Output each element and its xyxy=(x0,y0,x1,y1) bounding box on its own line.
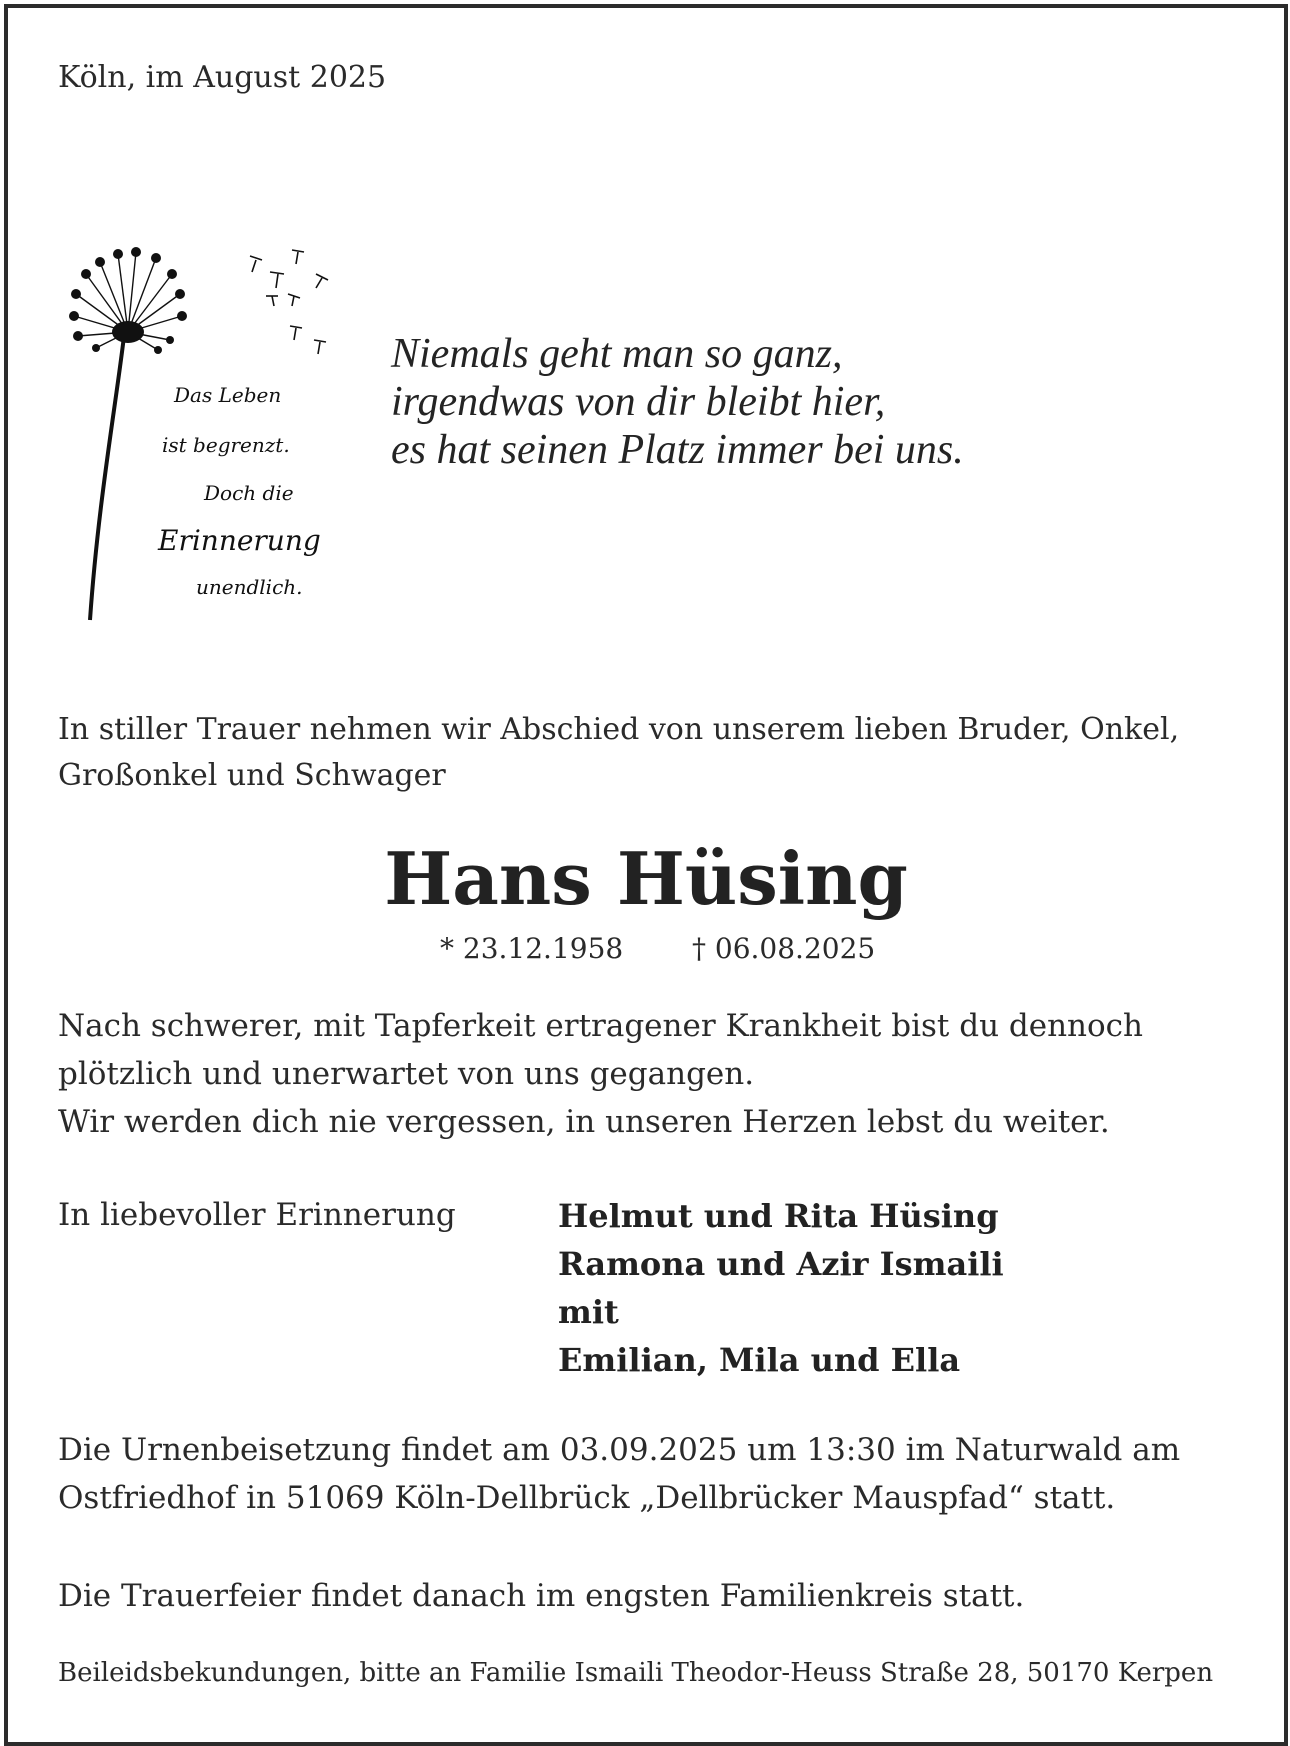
obituary-frame xyxy=(4,4,1288,1746)
signer-name: Emilian, Mila und Ella xyxy=(558,1341,961,1379)
ceremony-text: Die Trauerfeier findet danach im engsten Familienkreis statt. xyxy=(58,1578,1025,1614)
signer-name: Helmut und Rita Hüsing xyxy=(558,1197,999,1235)
signer-name: Ramona und Azir Ismaili xyxy=(558,1245,1004,1283)
condolence-address: Beileidsbekundungen, bitte an Familie Ismaili Theodor-Heuss Straße 28, 50170 Kerpen xyxy=(58,1658,1214,1688)
intro-line: In stiller Trauer nehmen wir Abschied von unserem lieben Bruder, Onkel, xyxy=(58,712,1180,747)
birth-date: * 23.12.1958 xyxy=(440,932,624,965)
svg-text:unendlich.: unendlich. xyxy=(196,575,303,599)
deceased-name: Hans Hüsing xyxy=(384,836,908,921)
funeral-line: Ostfriedhof in 51069 Köln-Dellbrück „Dellbrücker Mauspfad“ statt. xyxy=(58,1480,1116,1516)
signature-label: In liebevoller Erinnerung xyxy=(58,1197,456,1233)
message-line: plötzlich und unerwartet von uns gegangen. xyxy=(58,1056,755,1092)
quote-line: irgendwas von dir bleibt hier, xyxy=(391,379,886,425)
message-line: Wir werden dich nie vergessen, in unseren Herzen lebst du weiter. xyxy=(58,1104,1110,1140)
svg-text:Doch die: Doch die xyxy=(204,481,294,505)
funeral-line: Die Urnenbeisetzung findet am 03.09.2025 um 13:30 im Naturwald am xyxy=(58,1432,1181,1468)
intro-line: Großonkel und Schwager xyxy=(58,758,446,793)
place-date: Köln, im August 2025 xyxy=(58,60,387,95)
svg-text:Das Leben: Das Leben xyxy=(174,383,282,407)
signer-name: mit xyxy=(558,1293,619,1331)
dandelion-icon xyxy=(66,244,356,624)
svg-text:Erinnerung: Erinnerung xyxy=(158,524,321,557)
quote-line: es hat seinen Platz immer bei uns. xyxy=(391,427,964,473)
death-date: † 06.08.2025 xyxy=(692,932,876,965)
svg-text:ist begrenzt.: ist begrenzt. xyxy=(162,433,290,457)
quote-line: Niemals geht man so ganz, xyxy=(391,331,843,377)
message-line: Nach schwerer, mit Tapferkeit ertragener Krankheit bist du dennoch xyxy=(58,1008,1143,1044)
